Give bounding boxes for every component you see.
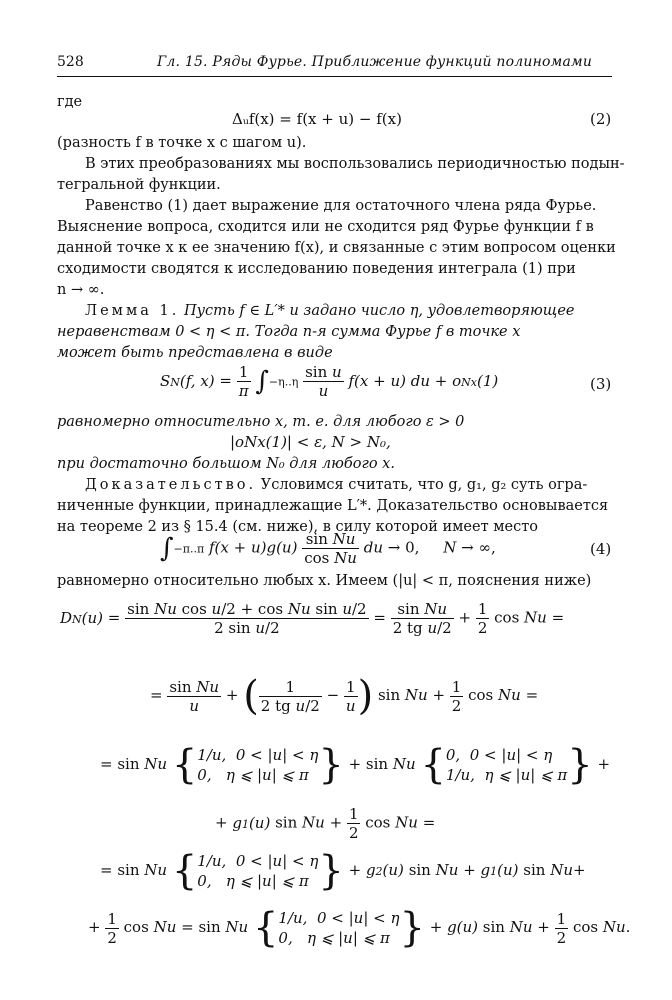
proof-text: Условимся считать, что g, g₁, g₂ суть огра-: [260, 477, 588, 493]
text-line: при достаточно большом N₀ для любого x.: [57, 456, 395, 472]
equation-o: |oNx(1)| < ε, N > N₀,: [230, 433, 391, 451]
lemma-line: [57, 301, 612, 322]
lemma-title: Лемма 1.: [85, 303, 180, 319]
text-line: (разность f в точке x с шагом u).: [57, 135, 307, 151]
equation-number: (2): [590, 110, 612, 128]
equation-dn-4: + g1(u) sin Nu + $\frac{1}{2}$ cos Nu =: [215, 805, 436, 842]
text-line: сходимости сводятся к исследованию поведения интеграла (1) при: [57, 261, 576, 277]
page-number: 528: [57, 54, 84, 70]
equation-4: ∫−π..π f(x + u)g(u) $\frac{\text{sin Nu}}{\text{cos Nu}}$ du → 0, N → ∞,: [160, 530, 496, 567]
proof-title: Доказательство.: [85, 477, 257, 493]
equation-dn-6: + $\frac{1}{2}$ cos Nu = sin Nu {1/u, 0 < |u| < η 0, η ⩽ |u| ⩽ π } + g(u) sin Nu + $\frac{1}{2}$ cos Nu.: [88, 905, 631, 951]
text-line: неравенствам 0 < η < π. Тогда n-я сумма Фурье f в точке x: [57, 324, 521, 340]
text-line: на теореме 2 из § 15.4 (см. ниже), в силу которой имеет место: [57, 519, 538, 535]
equation-number: (3): [590, 375, 612, 393]
text-line: где: [57, 94, 83, 110]
text-line: ниченные функции, принадлежащие L′*. Доказательство основывается: [57, 498, 609, 514]
equation-number: (4): [590, 540, 612, 558]
running-header: [57, 54, 612, 77]
equation-3: SN(f, x) = $\frac{1}{\pi}$ ∫−η..η $\frac{\text{sin u}}{u}$ f(x + u) du + oNx(1): [160, 363, 499, 400]
text-line: В этих преобразованиях мы воспользовались периодичностью подын-: [85, 156, 625, 172]
equation-2: Δᵤf(x) = f(x + u) − f(x): [232, 110, 402, 128]
equation-dn-3: = sin Nu {1/u, 0 < |u| < η 0, η ⩽ |u| ⩽ π } + sin Nu {0, 0 < |u| < η 1/u, η ⩽ |u| ⩽ π} +: [100, 742, 611, 788]
text-line: Равенство (1) дает выражение для остаточного члена ряда Фурье.: [85, 198, 597, 214]
proof-line: [57, 475, 612, 496]
text-line: может быть представлена в виде: [57, 345, 333, 361]
running-title: Гл. 15. Ряды Фурье. Приближение функций полиномами: [156, 54, 593, 70]
text-line: Выяснение вопроса, сходится или не сходится ряд Фурье функции f в: [57, 219, 594, 235]
text-line: n → ∞.: [57, 282, 105, 298]
text-line: тегральной функции.: [57, 177, 221, 193]
text-line: равномерно относительно любых x. Имеем (|u| < π, пояснения ниже): [57, 573, 592, 589]
lemma-text: Пусть f ∈ L′* и задано число η, удовлетворяющее: [183, 303, 575, 319]
equation-dn-1: DN(u) = $\frac{\text{sin Nu cos u/2 + cos Nu sin u/2}}{\text{2 sin u/2}}$ = $\frac{\text{sin Nu}}{\text{2 tg u/2}}$ + $\frac{1}{2}$ cos Nu =: [60, 600, 565, 637]
text-line: данной точке x к ее значению f(x), и связанные с этим вопросом оценки: [57, 240, 616, 256]
equation-dn-5: = sin Nu {1/u, 0 < |u| < η 0, η ⩽ |u| ⩽ π } + g2(u) sin Nu + g1(u) sin Nu+: [100, 848, 586, 894]
equation-dn-2: = $\frac{\text{sin Nu}}{u}$ + ( $\frac{1}{\text{2 tg u/2}}$ − $\frac{1}{u}$ ) sin Nu + $\frac{1}{2}$ cos Nu =: [150, 673, 539, 719]
text-line: равномерно относительно x, т. е. для любого ε > 0: [57, 414, 465, 430]
